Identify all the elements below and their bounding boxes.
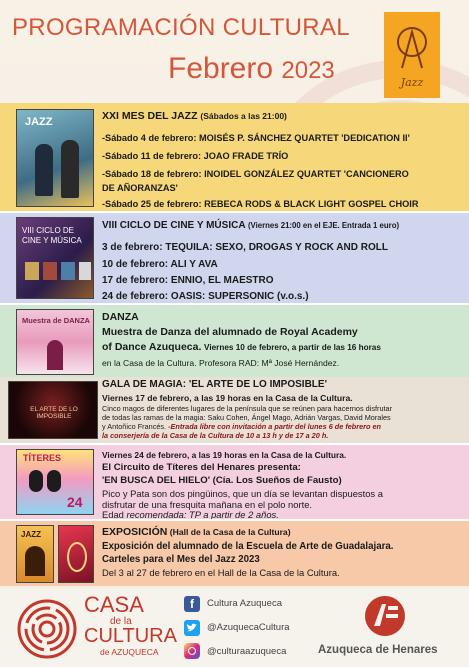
jazz-section (0, 103, 469, 211)
thumb-label: JAZZ (25, 116, 53, 128)
instagram-icon[interactable] (184, 643, 200, 659)
thumb-label: JAZZ (21, 530, 41, 539)
film-thumb (79, 262, 91, 280)
titeres-line: disfrutar de una fresquita mañana en el polo norte. (102, 499, 313, 510)
magia-section (0, 377, 469, 443)
expo-line: Exposición del alumnado de la Escuela de Arte de Guadalajara. (102, 541, 394, 552)
thumb-label: TÍTERES (23, 453, 62, 463)
decorative-ring (67, 542, 87, 572)
magia-poster-thumbnail (8, 381, 98, 439)
magia-line: Cinco magos de diferentes lugares de la península que se reúnen para hacernos disfrutar (102, 404, 393, 413)
penguin-figure (29, 470, 43, 492)
expo-heading-note: (Hall de la Casa de la Cultura) (167, 527, 291, 537)
magia-line: de todas las ramas de la magia: Saku Cohen, Ángel Mago, Adrián Vargas, David Morales (102, 413, 391, 422)
facebook-icon[interactable]: f (184, 596, 200, 612)
titeres-line: Viernes 24 de febrero, a las 19 horas en la Casa de la Cultura. (102, 450, 347, 460)
titeres-section (0, 445, 469, 519)
instagram-link[interactable]: @culturaazuqueca (207, 646, 287, 657)
magia-heading: GALA DE MAGIA: 'EL ARTE DE LO IMPOSIBLE' (102, 379, 327, 390)
dancer-figure (47, 340, 63, 370)
casa-logo-line: CASA (84, 592, 144, 617)
facebook-link[interactable]: Cultura Azuqueca (207, 598, 282, 609)
titeres-line-a: Edad (102, 509, 127, 519)
danza-line-bold: of Dance Azuqueca. (102, 341, 202, 353)
jazz-item: -Sábado 4 de febrero: MOISÉS P. SÁNCHEZ QUARTET 'DEDICATION II' (102, 133, 410, 143)
danza-line (102, 341, 381, 355)
jazz-item: -Sábado 25 de febrero: REBECA RODS & BLACK LIGHT GOSPEL CHOIR (102, 199, 419, 209)
danza-poster-thumbnail (16, 309, 94, 375)
cine-heading-text: VIII CICLO DE CINE Y MÚSICA (102, 220, 246, 231)
cine-item: 17 de febrero: ENNIO, EL MAESTRO (102, 275, 274, 286)
cine-section (0, 213, 469, 303)
musician-figure (25, 546, 45, 576)
penguin-figure (47, 470, 61, 492)
jazz-heading (102, 110, 287, 123)
cine-heading (102, 220, 399, 233)
thumb-label: VIII CICLO DE CINE Y MÚSICA (22, 226, 82, 245)
musician-figure (35, 144, 53, 196)
jazz-item: -Sábado 11 de febrero: JOAO FRADE TRÍO (102, 151, 289, 161)
titeres-line: Pico y Pata son dos pingüinos, que un día se levantan dispuestos a (102, 488, 383, 499)
film-thumb (43, 262, 57, 280)
casa-logo-line: de AZUQUECA (100, 647, 159, 657)
danza-line-rest: Viernes 10 de febrero, a partir de las 16 horas (204, 343, 381, 352)
titeres-line (102, 509, 279, 519)
film-thumb (61, 262, 75, 280)
danza-line: Muestra de Danza del alumnado de Royal Academy (102, 326, 358, 338)
magia-line-b: -Entrada libre con invitación a partir del lunes 6 de febrero en (168, 422, 382, 431)
titeres-line-b: recomendada: TP a partir de 2 años. (126, 509, 279, 519)
page-subtitle (168, 52, 335, 86)
expo-poster-thumbnail (16, 525, 54, 583)
casa-logo-line: CULTURA (84, 625, 177, 647)
year-label: 2023 (281, 57, 335, 84)
film-thumb (25, 262, 39, 280)
cine-item: 10 de febrero: ALI Y AVA (102, 259, 218, 270)
cine-item: 3 de febrero: TEQUILA: SEXO, DROGAS Y ROCK AND ROLL (102, 242, 388, 253)
magia-line (102, 422, 381, 431)
jazz-item: DE AÑORANZAS' (102, 183, 178, 193)
danza-line: en la Casa de la Cultura. Profesora RAD: Mª José Hernández. (102, 358, 340, 368)
azuqueca-logo-text: Azuqueca de Henares (318, 644, 438, 656)
thumb-label: Muestra de DANZA (22, 316, 90, 325)
casa-logo-line: de la (110, 616, 132, 627)
danza-heading: DANZA (102, 311, 139, 323)
titeres-poster-thumbnail (16, 449, 94, 515)
mes-del-jazz-logo (384, 12, 440, 98)
musician-figure (61, 140, 79, 198)
expo-line: Carteles para el Mes del Jazz 2023 (102, 554, 260, 565)
twitter-link[interactable]: @AzuquecaCultura (207, 622, 290, 633)
magia-line-a: y Antoñico Francés. (102, 422, 167, 431)
cine-heading-note: (Viernes 21:00 en el EJE. Entrada 1 euro) (247, 221, 400, 230)
month-label: Febrero (168, 52, 274, 85)
magia-line: la conserjería de la Casa de la Cultura de 10 a 13 h y de 17 a 20 h. (102, 431, 329, 440)
fingerprint-logo-icon (16, 598, 78, 660)
twitter-icon[interactable] (184, 620, 200, 636)
magia-line: Viernes 17 de febrero, a las 19 horas en la Casa de la Cultura. (102, 393, 353, 403)
danza-section (0, 305, 469, 377)
jazz-poster-thumbnail (16, 109, 94, 207)
expo-poster-thumbnail (58, 525, 94, 583)
jazz-heading-note: (Sábados a las 21:00) (200, 111, 287, 121)
cine-poster-thumbnail (16, 217, 94, 299)
thumb-label: EL ARTE DE LO IMPOSIBLE (30, 406, 78, 420)
titeres-line: El Circuito de Títeres del Henares presenta: (102, 462, 301, 473)
expo-section (0, 521, 469, 586)
expo-heading (102, 526, 291, 539)
jazz-heading-text: XXI MES DEL JAZZ (102, 110, 198, 122)
svg-text:Jazz: Jazz (400, 76, 424, 89)
expo-line: Del 3 al 27 de febrero en el Hall de la Casa de la Cultura. (102, 567, 340, 578)
header (0, 0, 469, 100)
titeres-line: 'EN BUSCA DEL HIELO' (Cía. Los Sueños de Fausto) (102, 475, 342, 486)
cine-item: 24 de febrero: OASIS: SUPERSONIC (v.o.s.) (102, 291, 309, 302)
azuqueca-logo-icon (360, 594, 410, 638)
thumb-day: 24 (67, 494, 83, 510)
expo-heading-text: EXPOSICIÓN (102, 526, 168, 538)
footer (0, 588, 469, 667)
page-title: PROGRAMACIÓN CULTURAL (12, 14, 350, 41)
jazz-item: -Sábado 18 de febrero: INOIDEL GONZÁLEZ QUARTET 'CANCIONERO (102, 169, 409, 179)
